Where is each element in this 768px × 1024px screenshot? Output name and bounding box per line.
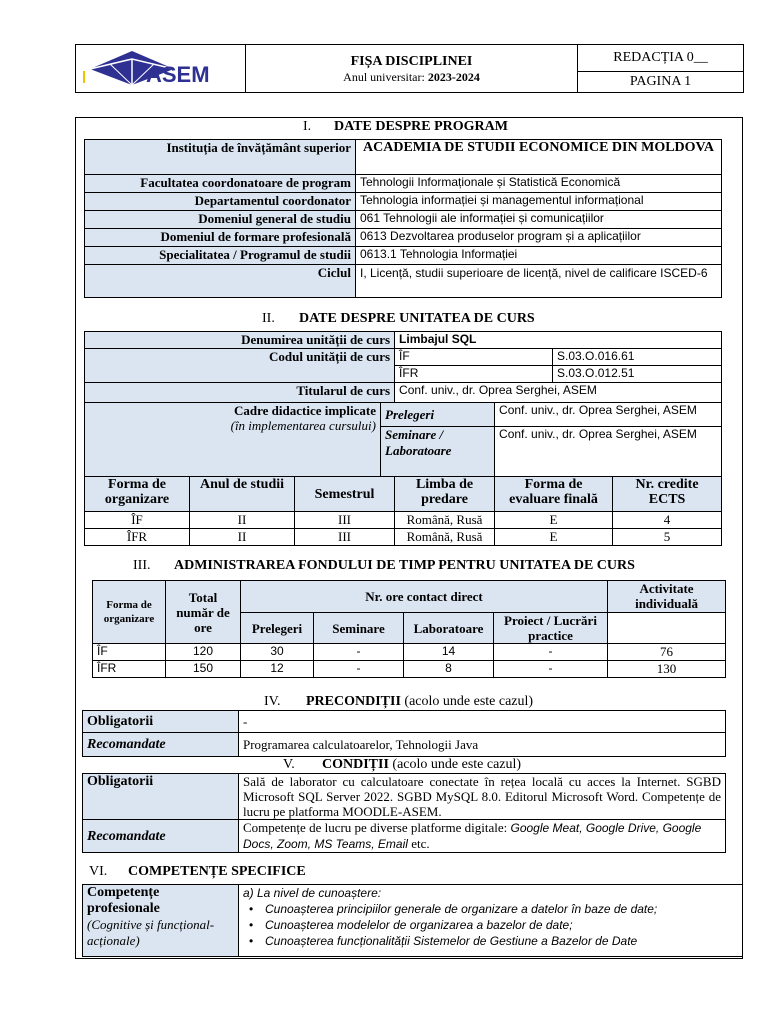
time-row: ÎFR 150 12 - 8 - 130 (93, 661, 726, 678)
header-table (75, 44, 744, 93)
course-name-label: Denumirea unității de curs (85, 332, 395, 349)
page-number: PAGINA 1 (578, 71, 744, 92)
competence-item: • Cunoașterea modelelor de organizarea a bazelor de date; (265, 917, 738, 933)
conditions-table (82, 773, 726, 853)
blank-cell (608, 613, 726, 644)
competence-item: • Cunoașterea funcționalității Sistemelor de Gestiune a Bazelor de Date (265, 933, 738, 949)
staff-label: Cadre didactice implicate (în implementarea cursului) (85, 403, 381, 477)
cond-mandatory-label: Obligatorii (83, 774, 239, 820)
course-row: ÎF II III Română, Rusă E 4 (85, 512, 722, 529)
svg-text:ASEM: ASEM (146, 62, 210, 87)
preconditions-table (82, 710, 726, 757)
course-code-value: S.03.O.016.61 (553, 349, 722, 366)
course-unit-table (84, 331, 722, 546)
course-row: ÎFR II III Română, Rusă E 5 (85, 529, 722, 546)
lectures-label: Prelegeri (381, 403, 495, 427)
course-code-form: ÎFR (395, 366, 553, 383)
cond-recommended-value: Competențe de lucru pe diverse platforme digitale: Google Meat, Google Drive, Google Docs, Zoom, MS Teams, Email etc. (239, 820, 726, 853)
sub-header: Seminare (314, 613, 404, 644)
precond-recommended-value: Programarea calculatoarelor, Tehnologii Java (239, 733, 726, 757)
seminars-value: Conf. univ., dr. Oprea Serghei, ASEM (495, 427, 722, 477)
lectures-value: Conf. univ., dr. Oprea Serghei, ASEM (495, 403, 722, 427)
sub-header: Proiect / Lucrări practice (494, 613, 608, 644)
course-holder-value: Conf. univ., dr. Oprea Serghei, ASEM (395, 383, 722, 403)
total-hours-header: Total număr de ore (166, 581, 241, 644)
document-title: FIȘA DISCIPLINEI (350, 53, 473, 69)
precond-mandatory-label: Obligatorii (83, 711, 239, 733)
program-row: Domeniul de formare profesională 0613 Dezvoltarea produselor program și a aplicațiilor (85, 229, 722, 247)
program-row: Departamentul coordonator Tehnologia informației și managementul informațional (85, 193, 722, 211)
logo-cell (76, 45, 246, 93)
precond-mandatory-value: - (239, 711, 726, 733)
program-row: Specialitatea / Programul de studii 0613.1 Tehnologia Informației (85, 247, 722, 265)
time-row: ÎF 120 30 - 14 - 76 (93, 644, 726, 661)
redaction-number: REDACȚIA 0__ (578, 45, 744, 72)
course-holder-label: Titularul de curs (85, 383, 395, 403)
program-row: Domeniul general de studiu 061 Tehnologii ale informației și comunicațiilor (85, 211, 722, 229)
program-table (84, 139, 722, 298)
course-code-form: ÎF (395, 349, 553, 366)
competences-table (82, 884, 743, 957)
precond-recommended-label: Recomandate (83, 733, 239, 757)
section-3-title: III. ADMINISTRAREA FONDULUI DE TIMP PENTRU UNITATEA DE CURS (133, 558, 635, 573)
section-2-title: II. DATE DESPRE UNITATEA DE CURS (262, 311, 535, 326)
course-code-value: S.03.O.012.51 (553, 366, 722, 383)
course-header-row: Forma de organizare Anul de studii Semestrul Limba de predare Forma de evaluare finală Nr. credite ECTS (85, 477, 722, 512)
form-header: Forma de organizare (93, 581, 166, 644)
seminars-label: Seminare / Laboratoare (381, 427, 495, 477)
course-name-value: Limbajul SQL (395, 332, 722, 349)
cond-recommended-label: Recomandate (83, 820, 239, 853)
cond-mandatory-value: Sală de laborator cu calculatoare conectate în rețea locală cu acces la Internet. SGBD Microsoft SQL Server 2022. SGBD MySQL 8.0. Editorul Microsoft Word. Competențe de lucru pe platforma MOODLE-ASEM. (239, 774, 726, 820)
section-6-title: VI. COMPETENȚE SPECIFICE (89, 864, 306, 879)
section-1-title: I. DATE DESPRE PROGRAM (303, 119, 508, 134)
sub-header: Laboratoare (404, 613, 494, 644)
contact-hours-header: Nr. ore contact direct (241, 581, 608, 613)
program-row: Instituția de învățământ superior ACADEMIA DE STUDII ECONOMICE DIN MOLDOVA (85, 140, 722, 175)
program-row: Facultatea coordonatoare de program Tehnologii Informaționale și Statistică Economică (85, 175, 722, 193)
section-5-title: V. CONDIȚII (acolo unde este cazul) (283, 757, 522, 772)
section-4-title: IV. PRECONDIȚII (acolo unde este cazul) (264, 694, 534, 709)
time-fund-table (92, 580, 726, 678)
academic-year: Anul universitar: 2023-2024 (343, 69, 480, 84)
sub-header: Prelegeri (241, 613, 314, 644)
course-code-label: Codul unității de curs (85, 349, 395, 383)
competences-list: a) La nivel de cunoaștere: • Cunoașterea principiilor generale de organizare a datelor în baze de date; • Cunoașterea modelelor de organizarea a bazelor de date; • Cunoașterea funcționalității Sistemelor de Gestiune a Bazelor de Date (239, 885, 743, 957)
asem-logo (76, 45, 244, 89)
competence-item: • Cunoașterea principiilor generale de organizare a datelor în baze de date; (265, 901, 738, 917)
program-row: Ciclul I, Licență, studii superioare de licență, nivel de calificare ISCED-6 (85, 265, 722, 298)
competences-label: Competențe profesionale (Cognitive și funcțional-acționale) (83, 885, 239, 957)
individual-activity-header: Activitate individuală (608, 581, 726, 613)
